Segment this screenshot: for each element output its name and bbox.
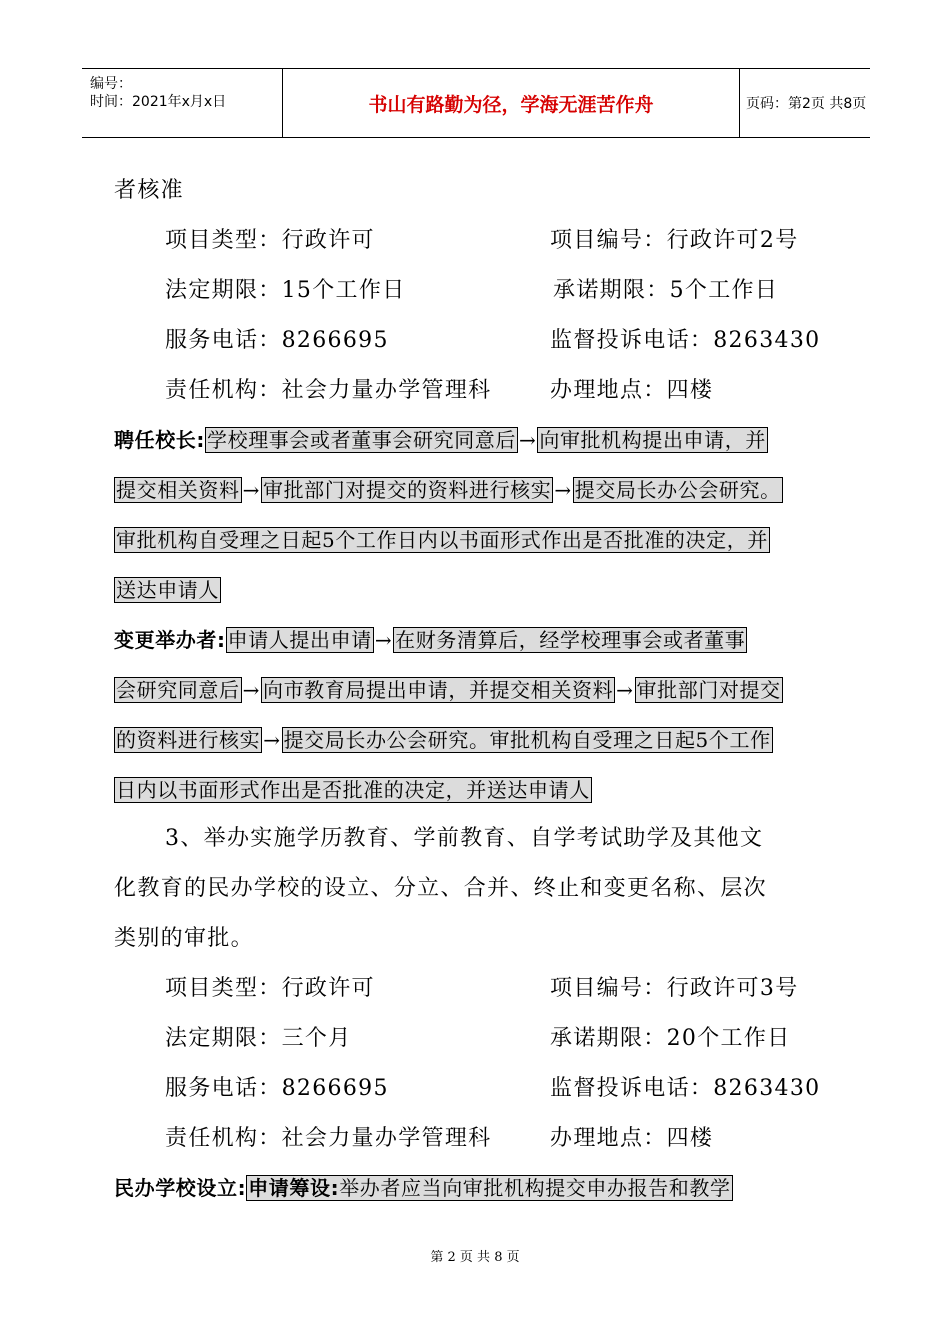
header-page-info: 页码：第2页 共8页 [746,96,867,112]
item2-complaint-phone: 监督投诉电话：8263430 [550,328,821,353]
header-number: 编号： [90,76,132,92]
page-header [82,68,870,138]
flow-step: 提交相关资料 [116,478,240,502]
flow-step: 学校理事会或者董事会研究同意后 [207,428,516,452]
header-motto: 书山有路勤为径，学海无涯苦作舟 [282,69,740,137]
change-flow-line [114,675,783,705]
item3-promise-period: 承诺期限：20个工作日 [550,1026,791,1051]
arrow-icon: → [263,728,281,752]
school-label: 民办学校设立: [114,1176,247,1200]
item3-number: 项目编号：行政许可3号 [550,976,799,1001]
flow-step: 审批部门对提交的资料进行核实 [262,478,552,502]
item3-complaint-phone: 监督投诉电话：8263430 [550,1076,821,1101]
principal-flow-line [114,525,770,555]
item2-number: 项目编号：行政许可2号 [550,228,799,253]
item3-legal-period: 法定期限：三个月 [165,1026,352,1051]
item2-place: 办理地点：四楼 [550,378,714,403]
item3-org: 责任机构：社会力量办学管理科 [165,1126,492,1151]
flow-step: 送达申请人 [116,578,219,602]
school-step-bold: 申请筹设: [248,1176,340,1200]
page-footer: 第 2 页 共 8 页 [430,1250,520,1265]
item2-promise-period: 承诺期限：5个工作日 [553,278,779,303]
item2-type: 项目类型：行政许可 [165,228,375,253]
flow-step [246,1175,732,1201]
header-time: 时间：2021年x月x日 [90,94,227,110]
principal-flow-line [114,575,221,605]
change-flow-line [114,775,592,805]
item3-type: 项目类型：行政许可 [165,976,375,1001]
flow-step: 的资料进行核实 [116,728,261,752]
arrow-icon: → [374,628,393,652]
flow-step: 审批机构自受理之日起5个工作日内以书面形式作出是否批准的决定，并 [116,528,768,552]
item3-phone: 服务电话：8266695 [165,1076,389,1101]
item3-paragraph-line: 化教育的民办学校的设立、分立、合并、终止和变更名称、层次 [114,876,767,901]
arrow-icon: → [554,478,572,502]
principal-flow-line [114,425,768,455]
flow-step: 在财务清算后，经学校理事会或者董事 [395,628,746,652]
flow-step: 提交局长办公会研究。 [574,478,781,502]
arrow-icon: → [242,478,260,502]
arrow-icon: → [242,678,260,702]
flow-step: 日内以书面形式作出是否批准的决定，并送达申请人 [116,778,590,802]
school-step-text: 举办者应当向审批机构提交申办报告和教学 [339,1176,731,1200]
change-label: 变更举办者: [114,628,226,652]
flow-step: 审批部门对提交 [636,678,781,702]
flow-step: 申请人提出申请 [227,628,372,652]
flow-step: 提交局长办公会研究。审批机构自受理之日起5个工作 [283,728,771,752]
arrow-icon: → [616,678,634,702]
arrow-icon: → [519,428,537,452]
item3-paragraph-line: 类别的审批。 [114,926,254,951]
header-meta [82,69,282,137]
school-flow-line [114,1173,733,1203]
flow-step: 向市教育局提出申请，并提交相关资料 [262,678,614,702]
item2-legal-period: 法定期限：15个工作日 [165,278,406,303]
text-line: 者核准 [114,178,184,203]
principal-flow-line [114,475,783,505]
flow-step: 会研究同意后 [116,678,240,702]
change-flow-line [114,625,747,655]
item3-place: 办理地点：四楼 [550,1126,714,1151]
principal-label: 聘任校长: [114,428,205,452]
item3-paragraph-line: 3、举办实施学历教育、学前教育、自学考试助学及其他文 [165,826,764,851]
change-flow-line [114,725,773,755]
item2-phone: 服务电话：8266695 [165,328,389,353]
flow-step: 向审批机构提出申请，并 [539,428,766,452]
item2-org: 责任机构：社会力量办学管理科 [165,378,492,403]
